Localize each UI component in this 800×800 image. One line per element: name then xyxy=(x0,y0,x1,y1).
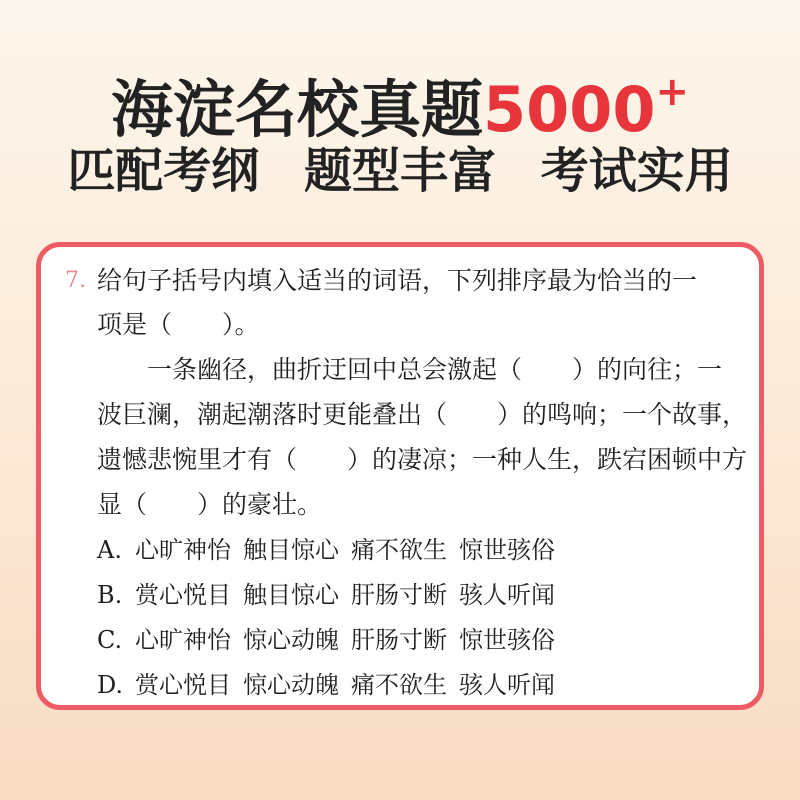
passage-line: 显（ ）的豪壮。 xyxy=(97,490,323,519)
feature-tag: 考试实用 xyxy=(540,143,733,199)
option-word: 惊世骇俗 xyxy=(459,626,555,654)
question-card xyxy=(36,242,764,710)
option-d xyxy=(97,663,567,707)
passage-line: 遗憾悲惋里才有（ ）的凄凉；一种人生，跌宕困顿中方 xyxy=(97,445,748,474)
option-word: 骇人听闻 xyxy=(459,671,555,699)
question-number: 7. xyxy=(65,268,86,293)
option-word: 赏心悦目 xyxy=(135,671,231,699)
question-stem-line: 给句子括号内填入适当的词语，下列排序最为恰当的一 xyxy=(97,266,698,295)
feature-tag: 匹配考纲 xyxy=(67,143,260,199)
option-word: 惊世骇俗 xyxy=(459,536,555,564)
option-a xyxy=(97,528,567,572)
feature-tag: 题型丰富 xyxy=(303,143,496,199)
option-word: 惊心动魄 xyxy=(243,671,339,699)
option-word: 肝肠寸断 xyxy=(351,581,447,609)
question-stem-line: 项是（ ）。 xyxy=(97,310,260,339)
option-c xyxy=(97,618,567,662)
option-letter: A. xyxy=(97,536,122,564)
passage-line: 一条幽径，曲折迂回中总会激起（ ）的向往；一 xyxy=(97,355,723,384)
option-word: 痛不欲生 xyxy=(351,671,447,699)
feature-tags xyxy=(0,136,800,206)
option-word: 痛不欲生 xyxy=(351,536,447,564)
option-word: 心旷神怡 xyxy=(135,626,231,654)
option-word: 惊心动魄 xyxy=(243,626,339,654)
headline-count: 5000 xyxy=(482,73,656,146)
option-word: 赏心悦目 xyxy=(135,581,231,609)
option-letter: B. xyxy=(97,581,123,609)
option-letter: C. xyxy=(97,626,123,654)
option-word: 触目惊心 xyxy=(243,536,339,564)
option-word: 心旷神怡 xyxy=(135,536,231,564)
passage-line: 波巨澜，潮起潮落时更能叠出（ ）的鸣响；一个故事， xyxy=(97,400,748,429)
option-b xyxy=(97,573,567,617)
headline-plus: + xyxy=(655,69,690,115)
option-word: 触目惊心 xyxy=(243,581,339,609)
headline-title: 海淀名校真题 xyxy=(110,73,483,146)
option-word: 骇人听闻 xyxy=(459,581,555,609)
option-letter: D. xyxy=(97,671,124,699)
option-word: 肝肠寸断 xyxy=(351,626,447,654)
